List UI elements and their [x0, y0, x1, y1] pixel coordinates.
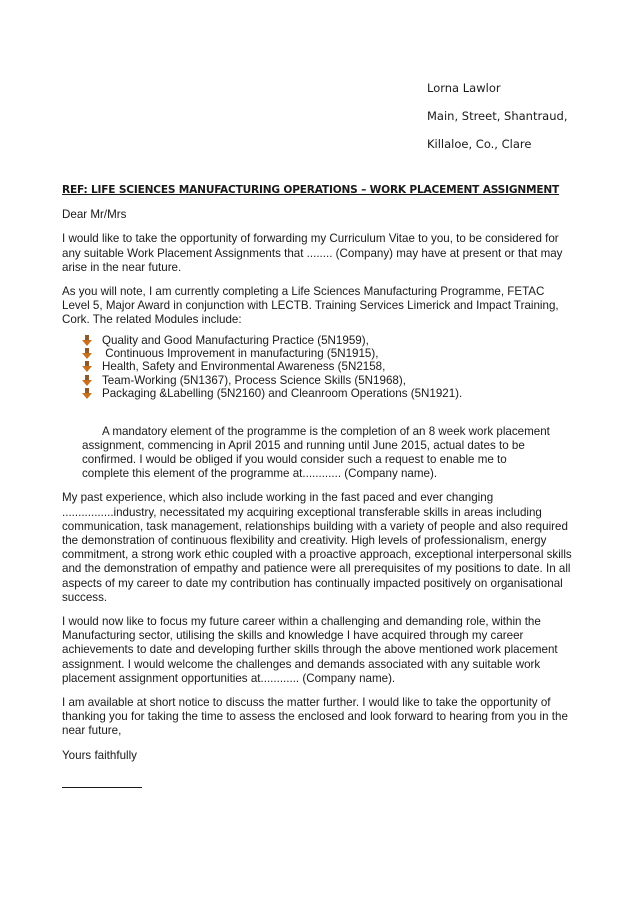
sender-street: Main, Street, Shantraud,	[427, 109, 568, 123]
module-text: Health, Safety and Environmental Awareness (5N2158,	[102, 360, 386, 374]
module-text: Quality and Good Manufacturing Practice (5N1959),	[102, 333, 369, 347]
down-arrow-bullet-icon	[82, 361, 92, 372]
module-list	[82, 334, 572, 401]
list-item	[82, 347, 572, 360]
salutation: Dear Mr/Mrs	[62, 208, 127, 222]
sender-name: Lorna Lawlor	[427, 81, 501, 95]
paragraph-availability: I am available at short notice to discuss the matter further. I would like to take the opportunity of thanking you for taking the time to assess the enclosed and look forward to hearing from you in the near future,	[62, 696, 568, 738]
paragraph-experience: My past experience, which also include working in the fast paced and ever changing ................industry, necessitated my acquiring exceptional transferable skills in areas including communication, task management, relationships building with a variety of people and also required the demonstration of continuous flexibility and creativity. High levels of professionalism, energy commitment, a strong work ethic coupled with a proactive approach, exceptional interpersonal skills and the demonstration of empathy and patience were all prerequisites of my positions to date. In all aspects of my career to date my contribution has continually impacted positively on organisational success.	[62, 491, 572, 604]
paragraph-intro: I would like to take the opportunity of forwarding my Curriculum Vitae to you, to be considered for any suitable Work Placement Assignments that ........ (Company) may have at present or that may arise in the near future.	[62, 232, 563, 274]
closing: Yours faithfully	[62, 748, 137, 762]
reference-line: REF: LIFE SCIENCES MANUFACTURING OPERATIONS – WORK PLACEMENT ASSIGNMENT	[62, 184, 560, 196]
list-item	[82, 387, 572, 400]
list-item	[82, 360, 572, 373]
paragraph-programme: As you will note, I am currently completing a Life Sciences Manufacturing Programme, FETAC Level 5, Major Award in conjunction with LECTB. Training Services Limerick and Impact Training, Cork. The related Modules include:	[62, 285, 559, 327]
down-arrow-bullet-icon	[82, 335, 92, 346]
module-text: Packaging &Labelling (5N2160) and Cleanroom Operations (5N1921).	[102, 387, 463, 401]
down-arrow-bullet-icon	[82, 388, 92, 399]
paragraph-career-focus: I would now like to focus my future career within a challenging and demanding role, within the Manufacturing sector, utilising the skills and knowledge I have acquired through my career achievements to date and developing further skills through the above mentioned work placement assignment. I would welcome the challenges and demands associated with any suitable work placement assignment opportunities at............ (Company name).	[62, 615, 558, 685]
paragraph-placement	[82, 425, 552, 482]
module-text: Continuous Improvement in manufacturing (5N1915),	[102, 347, 379, 361]
list-item	[82, 374, 572, 387]
letter-body	[62, 183, 572, 792]
module-text: Team-Working (5N1367), Process Science Skills (5N1968),	[102, 373, 406, 387]
list-item	[82, 334, 572, 347]
placement-text: A mandatory element of the programme is the completion of an 8 week work placement assignment, commencing in April 2015 and running until June 2015, actual dates to be confirmed. I would be obliged if you would consider such a request to enable me to complete this element of the programme at............ (Company name).	[82, 424, 550, 481]
signature-line	[62, 777, 572, 792]
sender-town: Killaloe, Co., Clare	[427, 137, 532, 151]
sender-address	[427, 74, 567, 158]
down-arrow-bullet-icon	[82, 348, 92, 359]
down-arrow-bullet-icon	[82, 375, 92, 386]
